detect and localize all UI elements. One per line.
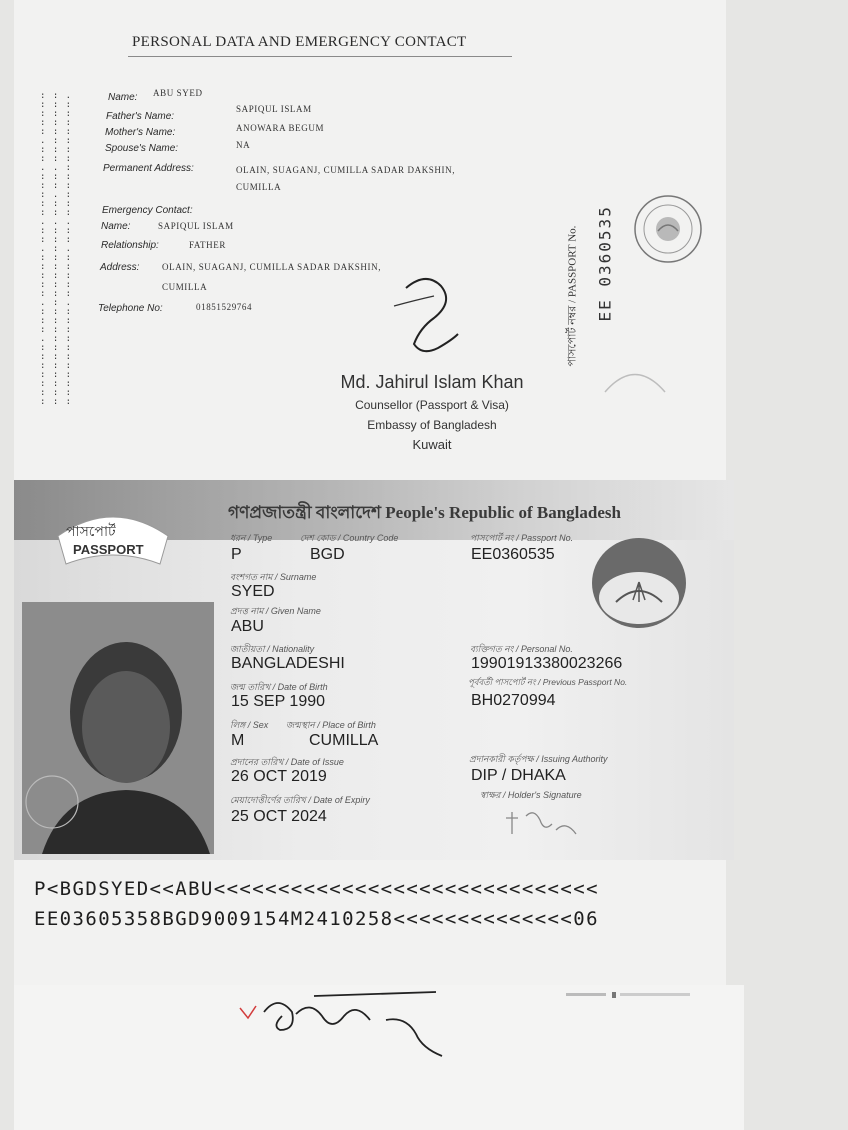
- issuing-authority-label: প্রদানকারী কর্তৃপক্ষ / Issuing Authority: [469, 754, 608, 764]
- emergency-address-line1: OLAIN, SUAGANJ, CUMILLA SADAR DAKSHIN,: [162, 262, 382, 272]
- passport-country-header: গণপ্রজাতন্ত্রী বাংলাদেশ People's Republic of Bangladesh: [228, 503, 621, 522]
- mrz-line-2: EE03605358BGD9009154M2410258<<<<<<<<<<<<<<06: [34, 908, 599, 930]
- page-title: PERSONAL DATA AND EMERGENCY CONTACT: [132, 34, 467, 50]
- passport-number-label: পাসপোর্ট নং / Passport No.: [470, 533, 574, 543]
- passport-number-side-label: পাসপোর্ট নম্বর / PASSPORT No.: [566, 225, 579, 367]
- scan-artifact: [566, 990, 706, 1000]
- father-name-value: SAPIQUL ISLAM: [236, 104, 312, 114]
- telephone-value: 01851529764: [196, 302, 253, 312]
- name-label: Name:: [108, 92, 138, 103]
- date-of-issue-value: 26 OCT 2019: [231, 768, 327, 785]
- title-underline: [128, 56, 512, 57]
- mother-name-value: ANOWARA BEGUM: [236, 123, 325, 133]
- holder-photo: [22, 602, 214, 854]
- holder-signature: [500, 806, 590, 848]
- spouse-name-value: NA: [236, 140, 251, 150]
- emergency-contact-heading: Emergency Contact:: [102, 205, 193, 216]
- spouse-name-label: Spouse's Name:: [105, 143, 179, 154]
- given-name-value: ABU: [231, 618, 264, 635]
- type-value: P: [231, 546, 242, 563]
- national-emblem: [590, 536, 688, 630]
- nationality-value: BANGLADESHI: [231, 655, 345, 672]
- mrz-line-1: P<BGDSYED<<ABU<<<<<<<<<<<<<<<<<<<<<<<<<<<<<<: [34, 878, 599, 900]
- date-of-birth-label: জন্ম তারিখ / Date of Birth: [230, 682, 328, 692]
- emergency-address-line2: CUMILLA: [162, 282, 208, 292]
- applicant-signature: [236, 986, 456, 1066]
- passport-number-value: EE0360535: [471, 546, 555, 563]
- embassy-seal: [632, 193, 704, 265]
- issuing-authority-value: DIP / DHAKA: [471, 767, 566, 784]
- date-of-birth-value: 15 SEP 1990: [231, 693, 326, 710]
- passport-badge-bengali: পাসপোর্ট: [66, 523, 116, 539]
- emergency-name-label: Name:: [101, 221, 131, 232]
- date-of-expiry-value: 25 OCT 2024: [231, 808, 327, 825]
- date-of-issue-label: প্রদানের তারিখ / Date of Issue: [230, 757, 344, 767]
- sex-label: লিঙ্গ / Sex: [230, 720, 269, 730]
- perforation-dots: : : . : : : : : : : : : : : : . : : : : : : : : . . : : : : : : : : . : : : : : : : . . . : : : : : : . : . : : : : : : : : : : : : : : : . : . : : : : : : : : : . : : : : : : : : : : : : : : : : : : : : : : :: [40, 91, 73, 407]
- counsellor-title: Counsellor (Passport & Visa): [355, 398, 509, 412]
- emergency-address-label: Address:: [100, 262, 140, 273]
- counsellor-city: Kuwait: [412, 437, 452, 452]
- relationship-value: FATHER: [189, 240, 226, 250]
- place-of-birth-label: জন্মস্থান / Place of Birth: [286, 720, 376, 730]
- counsellor-signature: [386, 266, 486, 366]
- mother-name-label: Mother's Name:: [105, 127, 176, 138]
- permanent-address-line2: CUMILLA: [236, 182, 282, 192]
- surname-value: SYED: [231, 583, 275, 600]
- country-code-value: BGD: [310, 546, 345, 563]
- type-label: ধরন / Type: [230, 533, 273, 543]
- passport-number-side-value: EE 0360535: [595, 205, 615, 322]
- surname-label: বংশগত নাম / Surname: [230, 572, 317, 582]
- previous-passport-label: পূর্ববর্তী পাসপোর্ট নং / Previous Passport No.: [468, 677, 628, 687]
- nationality-label: জাতীয়তা / Nationality: [230, 644, 315, 654]
- faint-stamp-mark: [600, 362, 670, 402]
- previous-passport-value: BH0270994: [471, 692, 556, 709]
- father-name-label: Father's Name:: [106, 111, 175, 122]
- emergency-name-value: SAPIQUL ISLAM: [158, 221, 234, 231]
- name-value: ABU SYED: [153, 88, 203, 98]
- telephone-label: Telephone No:: [98, 303, 163, 314]
- sex-value: M: [231, 732, 245, 749]
- relationship-label: Relationship:: [101, 240, 159, 251]
- place-of-birth-value: CUMILLA: [309, 732, 379, 749]
- counsellor-org: Embassy of Bangladesh: [367, 418, 497, 432]
- date-of-expiry-label: মেয়াদোত্তীর্ণের তারিখ / Date of Expiry: [230, 795, 370, 805]
- personal-no-label: ব্যক্তিগত নং / Personal No.: [470, 644, 573, 654]
- permanent-address-line1: OLAIN, SUAGANJ, CUMILLA SADAR DAKSHIN,: [236, 165, 456, 175]
- given-name-label: প্রদত্ত নাম / Given Name: [230, 606, 321, 616]
- passport-badge-english: PASSPORT: [73, 542, 144, 557]
- personal-no-value: 19901913380023266: [471, 655, 623, 672]
- holder-signature-label: স্বাক্ষর / Holder's Signature: [480, 790, 582, 800]
- counsellor-name: Md. Jahirul Islam Khan: [340, 372, 524, 392]
- permanent-address-label: Permanent Address:: [103, 163, 194, 174]
- country-code-label: দেশ কোড / Country Code: [300, 533, 399, 543]
